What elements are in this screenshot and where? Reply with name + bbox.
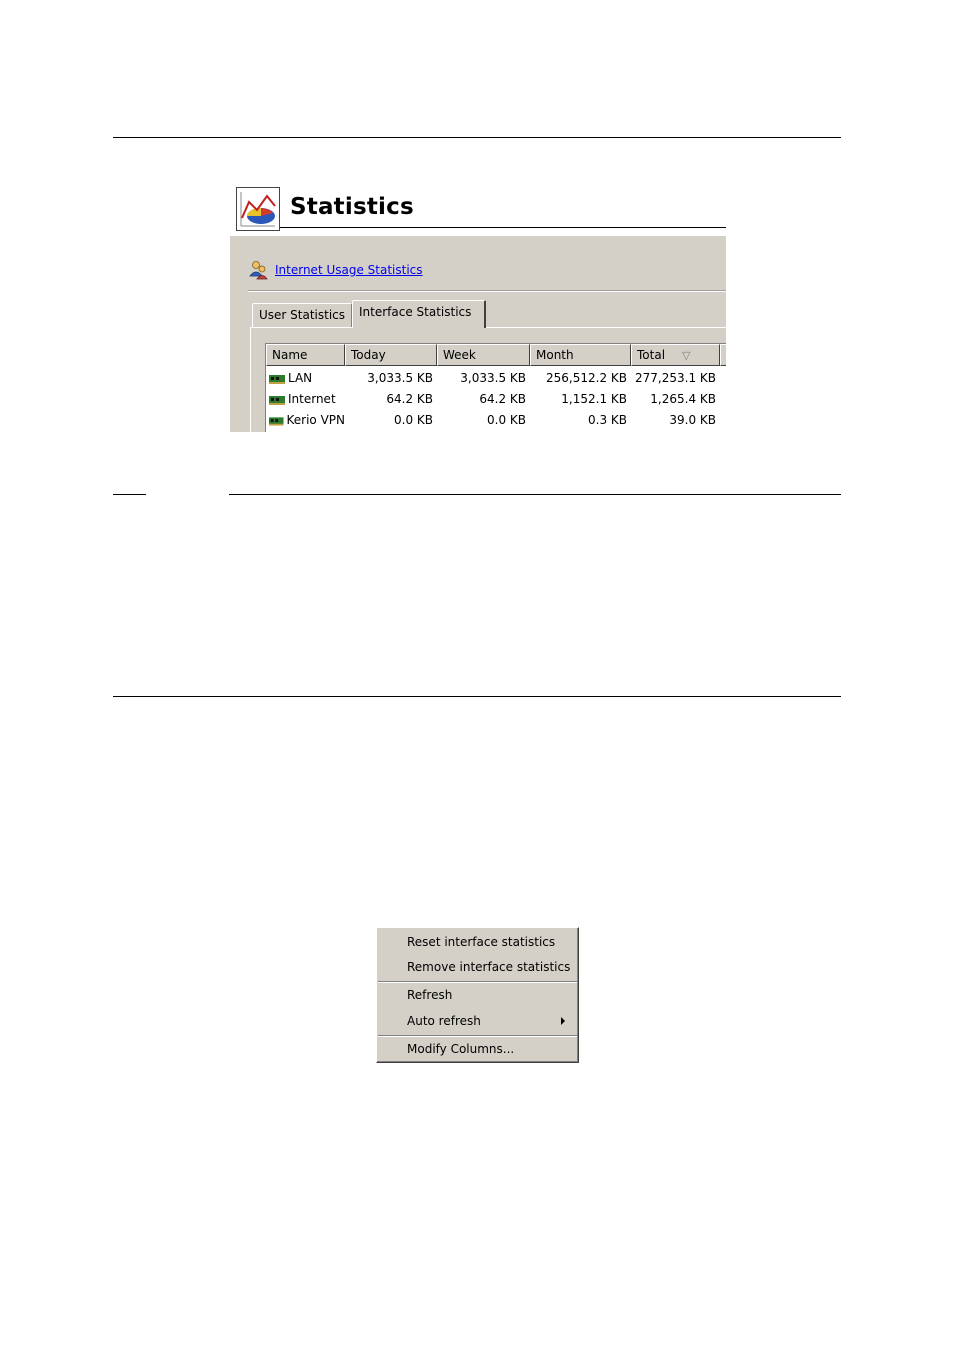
column-header-month[interactable] xyxy=(530,344,631,366)
cell-today: 64.2 KB xyxy=(386,392,433,406)
cell-month: 0.3 KB xyxy=(588,413,627,427)
cell-total: 1,265.4 KB xyxy=(650,392,716,406)
network-card-icon xyxy=(269,374,285,384)
table-row[interactable] xyxy=(266,368,726,389)
tabs-baseline xyxy=(250,327,726,328)
tab-user-statistics[interactable] xyxy=(252,303,352,327)
users-icon xyxy=(248,260,268,280)
menu-separator-highlight xyxy=(378,982,577,983)
tab-interface-statistics[interactable] xyxy=(352,300,486,328)
page-title: Statistics xyxy=(290,194,414,220)
section-divider-short xyxy=(113,494,146,495)
tab-body-edge xyxy=(250,327,251,432)
statistics-chart-icon xyxy=(236,187,280,231)
column-header-total[interactable] xyxy=(631,344,720,366)
menu-item-remove-interface-statistics[interactable]: Remove interface statistics xyxy=(407,960,571,974)
tab-label: Interface Statistics xyxy=(359,305,472,319)
table-header xyxy=(266,344,726,366)
column-header-name[interactable] xyxy=(266,344,345,366)
sort-descending-icon: ▽ xyxy=(682,349,691,362)
cell-today: 0.0 KB xyxy=(394,413,433,427)
cell-week: 64.2 KB xyxy=(479,392,526,406)
column-header-filler xyxy=(720,344,726,366)
table-row[interactable] xyxy=(266,410,726,431)
menu-item-refresh[interactable]: Refresh xyxy=(407,988,453,1002)
internet-usage-link-row xyxy=(248,260,423,280)
cell-total: 277,253.1 KB xyxy=(635,371,716,385)
cell-month: 256,512.2 KB xyxy=(546,371,627,385)
cell-month: 1,152.1 KB xyxy=(561,392,627,406)
top-divider xyxy=(113,137,841,138)
network-card-icon xyxy=(269,416,284,426)
column-header-week[interactable] xyxy=(437,344,530,366)
cell-name xyxy=(266,389,345,410)
cell-total: 39.0 KB xyxy=(669,413,716,427)
internet-usage-statistics-link[interactable]: Internet Usage Statistics xyxy=(275,263,423,277)
tab-label: User Statistics xyxy=(259,308,346,322)
column-header-label: Name xyxy=(272,348,308,362)
statistics-header xyxy=(236,186,726,232)
middle-divider xyxy=(113,696,841,697)
interface-statistics-table xyxy=(265,343,726,432)
title-underline xyxy=(280,227,726,228)
cell-week: 3,033.5 KB xyxy=(460,371,526,385)
table-row[interactable] xyxy=(266,389,726,410)
column-header-label: Month xyxy=(536,348,574,362)
cell-week: 0.0 KB xyxy=(487,413,526,427)
cell-name xyxy=(266,410,345,431)
column-header-today[interactable] xyxy=(345,344,437,366)
menu-item-auto-refresh[interactable] xyxy=(377,1010,577,1032)
interface-name: Kerio VPN xyxy=(286,413,345,427)
menu-item-modify-columns[interactable]: Modify Columns... xyxy=(407,1042,515,1056)
panel-separator-highlight xyxy=(248,291,726,292)
column-header-label: Today xyxy=(351,348,386,362)
column-header-label: Week xyxy=(443,348,476,362)
menu-item-label: Auto refresh xyxy=(407,1014,481,1028)
interface-name: Internet xyxy=(288,392,336,406)
cell-today: 3,033.5 KB xyxy=(367,371,433,385)
context-menu xyxy=(376,927,579,1063)
interface-name: LAN xyxy=(288,371,313,385)
menu-separator-highlight xyxy=(378,1036,577,1037)
statistics-panel xyxy=(230,236,726,432)
network-card-icon xyxy=(269,395,285,405)
submenu-arrow-icon xyxy=(561,1017,565,1025)
section-divider xyxy=(229,494,841,495)
menu-item-reset-interface-statistics[interactable]: Reset interface statistics xyxy=(407,935,556,949)
column-header-label: Total xyxy=(637,348,666,362)
cell-name xyxy=(266,368,345,389)
